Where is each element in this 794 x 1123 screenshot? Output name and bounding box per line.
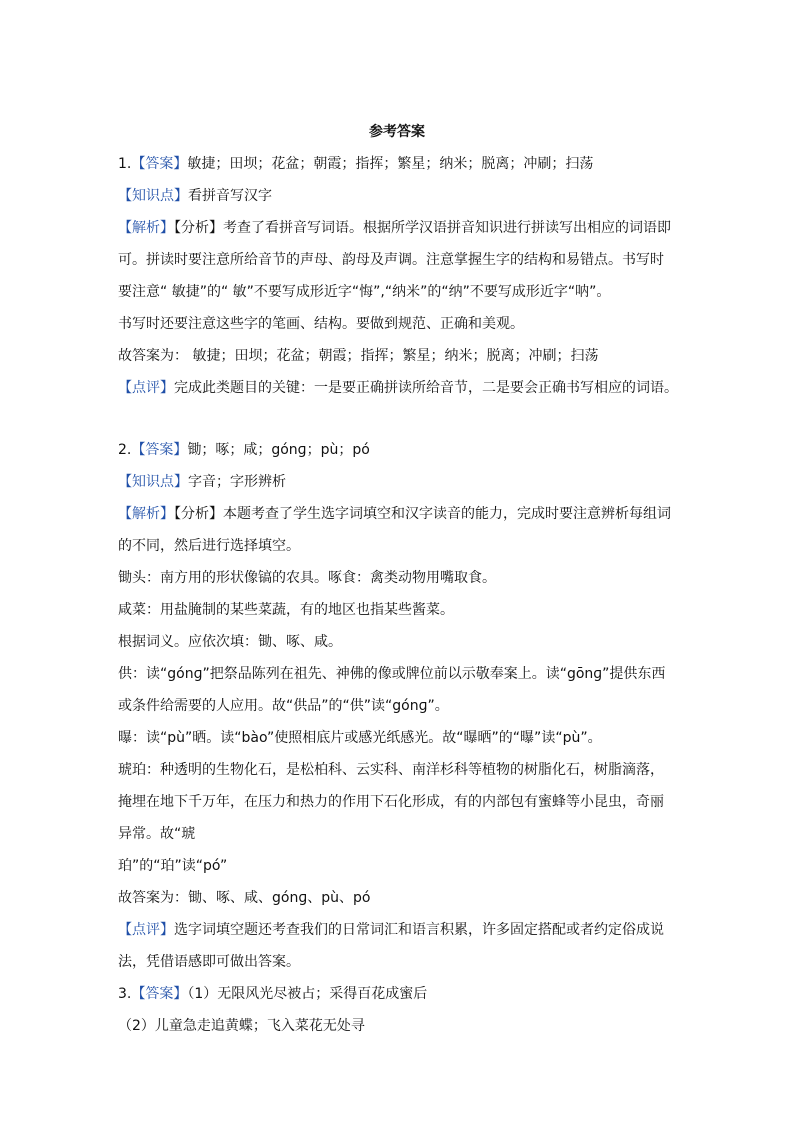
- text-line: [118, 440, 370, 460]
- page-title: 参考答案: [369, 124, 425, 140]
- comment-tag: 【点评】: [118, 380, 174, 396]
- text-line: [118, 282, 610, 302]
- question-number: 3.: [118, 986, 132, 1002]
- answer-tag: 【答案】: [131, 986, 188, 1002]
- text-line: [118, 728, 602, 748]
- line-text: 法，凭借语感即可做出答案。: [118, 954, 300, 970]
- text-line: [118, 536, 300, 556]
- line-text: （2）儿童急走追黄蝶；飞入菜花无处寻: [118, 1018, 365, 1034]
- line-text: 书写时还要注意这些字的笔画、结构。要做到规范、正确和美观。: [118, 316, 524, 332]
- text-line: [118, 154, 593, 174]
- text-line: [118, 568, 496, 588]
- line-text: 根据词义。应依次填：锄、啄、咸。: [118, 634, 342, 650]
- text-line: [118, 792, 664, 812]
- text-line: [118, 760, 664, 780]
- line-text: 要注意“ 敏捷”的“ 敏”不要写成形近字“悔”,“纳米”的“纳”不要写成形近字“呐”。: [118, 284, 611, 300]
- text-line: [118, 600, 454, 620]
- text-line: [118, 250, 664, 270]
- line-text: 咸菜：用盐腌制的某些菜蔬，有的地区也指某些酱菜。: [118, 602, 454, 618]
- line-text: （1）无限风光尽被占；采得百花成蜜后: [187, 986, 428, 1002]
- line-text: 选字词填空题还考查我们的日常词汇和语言积累，许多固定搭配或者约定俗成说: [174, 922, 664, 938]
- line-text: 掩埋在地下千万年，在压力和热力的作用下石化形成，有的内部包有蜜蜂等小昆虫，奇丽: [118, 794, 664, 810]
- line-text: 珀”的“珀”读“pó”: [118, 858, 228, 874]
- text-line: [118, 856, 227, 876]
- line-text: 完成此类题目的关键：一是要正确拼读所给音节，二是要会正确书写相应的词语。: [174, 380, 678, 396]
- text-line: [118, 504, 671, 524]
- text-line: [118, 984, 427, 1004]
- text-line: [118, 472, 286, 492]
- line-text: 锄头：南方用的形状像镐的农具。啄食：禽类动物用嘴取食。: [118, 570, 496, 586]
- line-text: 【分析】本题考查了学生选字词填空和汉字读音的能力，完成时要注意辨析每组词: [174, 506, 671, 522]
- answer-tag: 【答案】: [131, 156, 188, 172]
- line-text: 可。拼读时要注意所给音节的声母、韵母及声调。注意掌握生字的结构和易错点。书写时: [118, 252, 664, 268]
- text-line: [118, 346, 598, 366]
- line-text: 曝：读“pù”晒。读“bào”使照相底片或感光纸感光。故“曝晒”的“曝”读“pù”。: [118, 730, 602, 746]
- line-text: 琥珀：种透明的生物化石，是松柏科、云实科、南洋杉科等植物的树脂化石，树脂滴落，: [118, 762, 664, 778]
- line-text: 供：读“gónɡ”把祭品陈列在祖先、神佛的像或牌位前以示敬奉案上。读“gōnɡ”提供东西: [118, 666, 666, 682]
- text-line: [118, 920, 664, 940]
- text-line: [118, 632, 342, 652]
- text-line: [118, 824, 195, 844]
- analysis-tag: 【解析】: [118, 220, 174, 236]
- text-line: [118, 664, 665, 684]
- line-text: 故答案为：锄、啄、咸、gónɡ、pù、pó: [118, 890, 371, 906]
- line-text: 敏捷；田坝；花盆；朝霞；指挥；繁星；纳米；脱离；冲刷；扫荡: [187, 156, 594, 172]
- question-number: 2.: [118, 442, 132, 458]
- comment-tag: 【点评】: [118, 922, 174, 938]
- line-text: 字音；字形辨析: [188, 474, 286, 490]
- line-text: 的不同，然后进行选择填空。: [118, 538, 300, 554]
- text-line: [118, 952, 300, 972]
- line-text: 看拼音写汉字: [188, 188, 272, 204]
- text-line: [118, 888, 370, 908]
- text-line: [118, 378, 678, 398]
- line-text: 异常。故“琥: [118, 826, 196, 842]
- line-text: 【分析】考查了看拼音写词语。根据所学汉语拼音知识进行拼读写出相应的词语即: [174, 220, 671, 236]
- knowledge-tag: 【知识点】: [118, 474, 188, 490]
- text-line: [118, 696, 449, 716]
- text-line: [118, 218, 671, 238]
- line-text: 故答案为： 敏捷；田坝；花盆；朝霞；指挥；繁星；纳米；脱离；冲刷；扫荡: [118, 348, 599, 364]
- text-line: [118, 186, 272, 206]
- analysis-tag: 【解析】: [118, 506, 174, 522]
- answer-tag: 【答案】: [131, 442, 188, 458]
- text-line: [118, 1016, 365, 1036]
- text-line: [118, 314, 524, 334]
- knowledge-tag: 【知识点】: [118, 188, 188, 204]
- line-text: 或条件给需要的人应用。故“供品”的“供”读“gónɡ”。: [118, 698, 449, 714]
- line-text: 锄；啄；咸；gónɡ；pù；pó: [187, 442, 370, 458]
- question-number: 1.: [118, 156, 132, 172]
